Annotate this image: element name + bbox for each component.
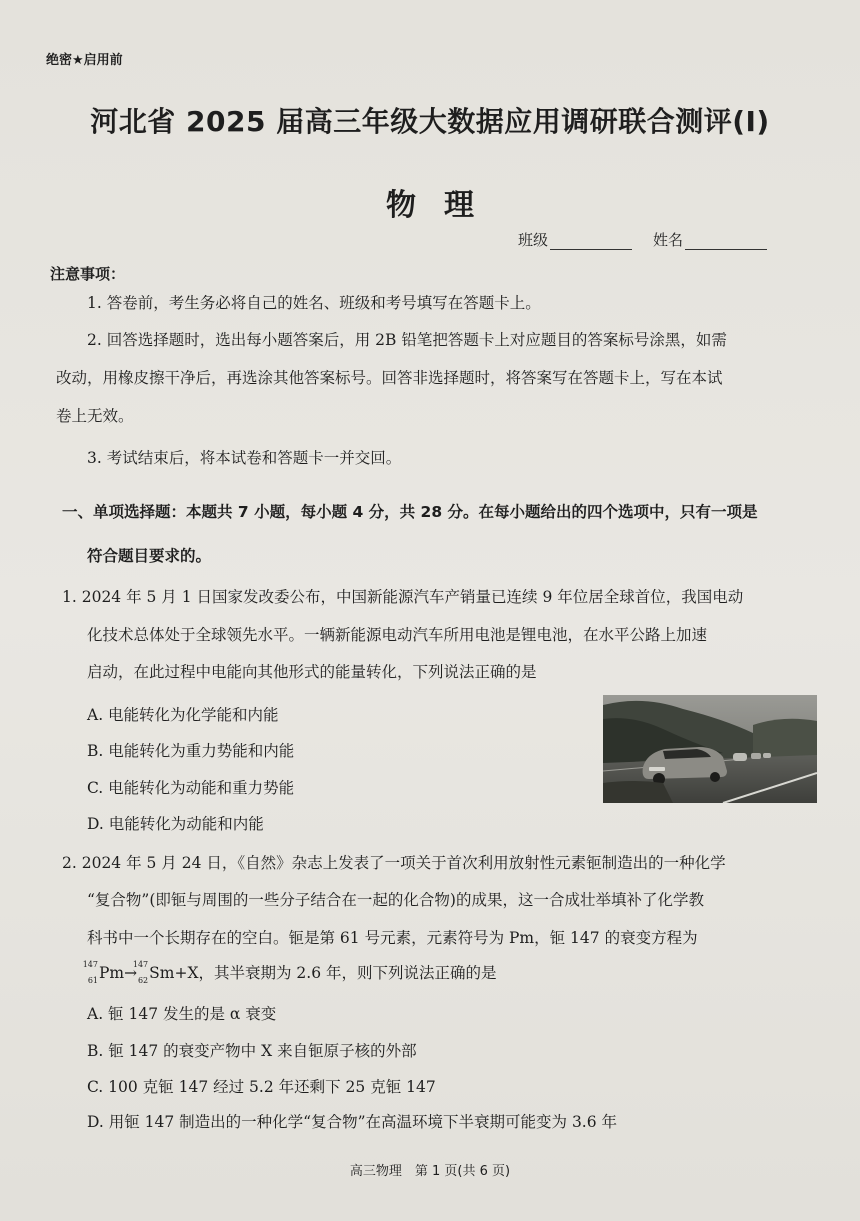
class-field <box>518 229 632 250</box>
subject-title: 物理 <box>386 188 502 223</box>
q1-option-a: A. 电能转化为化学能和内能 <box>87 706 279 724</box>
notice-item-3: 3. 考试结束后，将本试卷和答题卡一并交回。 <box>87 449 402 467</box>
q2-stem-line-2: “复合物”(即钷与周围的一些分子结合在一起的化合物)的成果，这一合成壮举填补了化学教 <box>87 891 704 909</box>
q1-option-d: D. 电能转化为动能和内能 <box>87 815 264 833</box>
sm-nuclide-numbers <box>132 960 149 985</box>
notice-item-1: 1. 答卷前，考生务必将自己的姓名、班级和考号填写在答题卡上。 <box>87 294 541 312</box>
q1-option-b: B. 电能转化为重力势能和内能 <box>87 742 295 760</box>
section-heading-line-1: 一、单项选择题：本题共 7 小题，每小题 4 分，共 28 分。在每小题给出的四个选项中，只有一项是 <box>62 503 758 521</box>
notice-item-2-line-2: 改动，用橡皮擦干净后，再选涂其他答案标号。回答非选择题时，将答案写在答题卡上，写在本试 <box>56 369 723 387</box>
pm-symbol: Pm <box>99 964 125 982</box>
q2-option-a: A. 钷 147 发生的是 α 衰变 <box>87 1005 277 1023</box>
q2-stem-line-3: 科书中一个长期存在的空白。钷是第 61 号元素，元素符号为 Pm，钷 147 的衰变方程为 <box>87 929 698 947</box>
pm-atomic-number: 61 <box>87 976 98 985</box>
q2-option-b: B. 钷 147 的衰变产物中 X 来自钷原子核的外部 <box>87 1042 417 1060</box>
pm-mass-number: 147 <box>82 960 98 969</box>
q1-stem-line-1: 1. 2024 年 5 月 1 日国家发改委公布，中国新能源汽车产销量已连续 9 年位居全球首位，我国电动 <box>62 588 744 606</box>
q1-stem-line-3: 启动，在此过程中电能向其他形式的能量转化，下列说法正确的是 <box>87 663 537 681</box>
confidential-mark: 绝密★启用前 <box>46 53 123 68</box>
sm-symbol: Sm <box>149 964 175 982</box>
name-label: 姓名 <box>653 231 684 249</box>
q2-stem-line-1: 2. 2024 年 5 月 24 日，《自然》杂志上发表了一项关于首次利用放射性元素钷制造出的一种化学 <box>62 854 726 872</box>
name-blank <box>685 235 767 250</box>
q2-decay-equation <box>82 960 497 985</box>
notice-item-2-line-1: 2. 回答选择题时，选出每小题答案后，用 2B 铅笔把答题卡上对应题目的答案标号涂黑，如需 <box>87 331 727 349</box>
q2-option-d: D. 用钷 147 制造出的一种化学“复合物”在高温环境下半衰期可能变为 3.6 年 <box>87 1113 618 1131</box>
page-footer: 高三物理 第 1 页(共 6 页) <box>349 1164 511 1179</box>
q1-stem-line-2: 化技术总体处于全球领先水平。一辆新能源电动汽车所用电池是锂电池，在水平公路上加速 <box>87 626 708 644</box>
sm-mass-number: 147 <box>132 960 149 969</box>
equation-tail: +X，其半衰期为 2.6 年，则下列说法正确的是 <box>174 964 497 982</box>
notice-item-2-line-3: 卷上无效。 <box>56 407 134 425</box>
section-heading-line-2: 符合题目要求的。 <box>87 547 212 565</box>
pm-nuclide-numbers <box>82 960 99 985</box>
exam-title: 河北省 2025 届高三年级大数据应用调研联合测评(I) <box>90 105 770 138</box>
q1-option-c: C. 电能转化为动能和重力势能 <box>87 779 295 797</box>
name-field <box>653 229 767 250</box>
decay-arrow: → <box>124 964 138 982</box>
class-blank <box>550 235 632 250</box>
class-label: 班级 <box>518 231 549 249</box>
q2-option-c: C. 100 克钷 147 经过 5.2 年还剩下 25 克钷 147 <box>87 1078 436 1096</box>
sm-atomic-number: 62 <box>137 976 149 985</box>
electric-car-photo <box>603 695 817 803</box>
notice-heading: 注意事项： <box>50 265 126 283</box>
